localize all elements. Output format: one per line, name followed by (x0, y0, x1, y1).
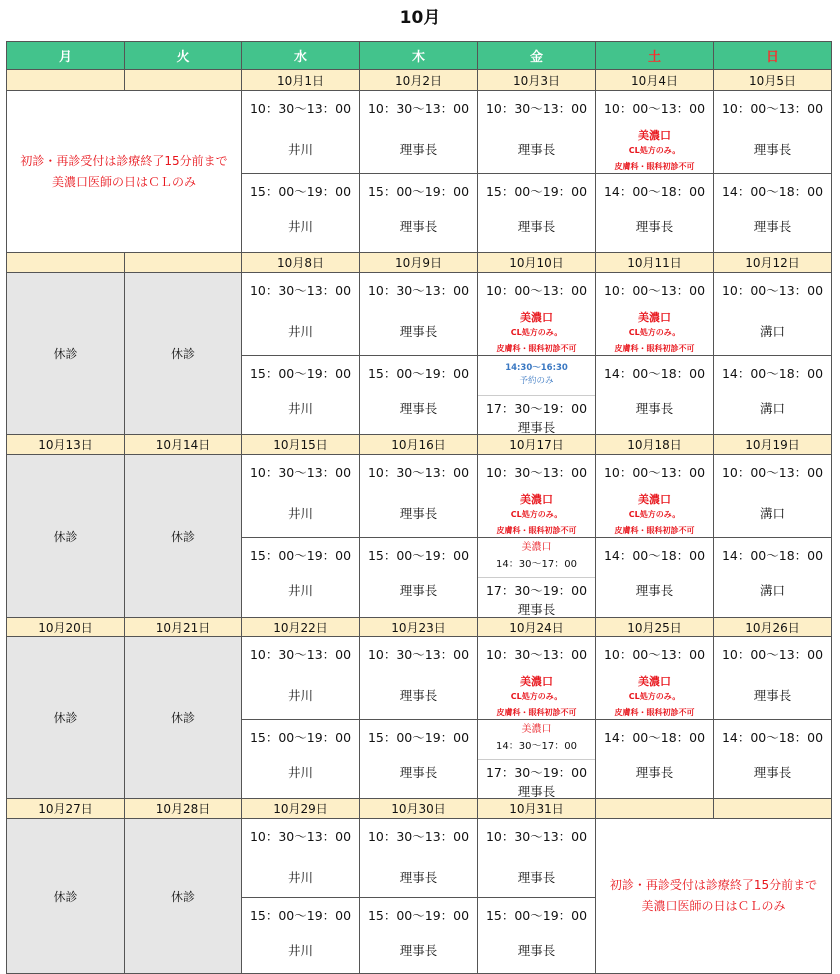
date-cell: 10月22日 (241, 617, 360, 637)
doctor-name: 理事長 (399, 688, 438, 703)
doctor-name: 溝口 (759, 506, 785, 521)
slot-time: 10：00〜13：00 (603, 465, 706, 480)
date-cell: 10月13日 (6, 434, 125, 455)
doctor-name: 理事長 (399, 219, 438, 234)
slot-time: 15：00〜19：00 (249, 548, 352, 563)
slot-time: 14：00〜18：00 (603, 184, 706, 199)
doctor-name: 井川 (287, 142, 313, 157)
slot-time: 15：00〜19：00 (367, 184, 470, 199)
doctor-name: 井川 (287, 583, 313, 598)
slot-time: 14：00〜18：00 (721, 184, 824, 199)
doctor-name: 美濃口 (638, 311, 671, 324)
doctor-name: 理事長 (517, 420, 556, 435)
split-doctor: 美濃口 (521, 542, 552, 553)
doctor-name: 理事長 (399, 324, 438, 339)
slot-time: 15：00〜19：00 (367, 730, 470, 745)
slot-time: 10：30〜13：00 (367, 647, 470, 662)
weekday-header: 水 (241, 41, 360, 70)
slot-time: 10：30〜13：00 (367, 465, 470, 480)
doctor-condition: CL処方のみ。 (628, 146, 681, 155)
date-cell (713, 798, 832, 819)
pm-slot (477, 173, 596, 253)
slot-time: 10：00〜13：00 (603, 101, 706, 116)
doctor-name: 理事長 (517, 784, 556, 799)
date-cell (124, 252, 242, 273)
weekday-header: 日 (713, 41, 832, 70)
am-slot (477, 90, 596, 174)
date-cell: 10月17日 (477, 434, 596, 455)
am-slot (477, 272, 596, 356)
slot-time: 15：00〜19：00 (367, 548, 470, 563)
am-slot (595, 90, 714, 174)
doctor-name: 井川 (287, 324, 313, 339)
am-slot (359, 272, 478, 356)
am-slot (241, 818, 360, 898)
doctor-condition: CL処方のみ。 (510, 692, 563, 701)
doctor-condition: 皮膚科・眼科初診不可 (496, 526, 577, 535)
date-cell: 10月27日 (6, 798, 125, 819)
closed-cell: 休診 (6, 636, 125, 799)
doctor-name: 美濃口 (638, 129, 671, 142)
date-cell: 10月28日 (124, 798, 242, 819)
date-cell: 10月25日 (595, 617, 714, 637)
slot-time: 10：30〜13：00 (485, 647, 588, 662)
doctor-name: 理事長 (517, 219, 556, 234)
date-cell: 10月8日 (241, 252, 360, 273)
slot-time: 10：00〜13：00 (485, 283, 588, 298)
date-cell: 10月9日 (359, 252, 478, 273)
slot-time: 14：00〜18：00 (721, 366, 824, 381)
slot-divider (478, 759, 595, 760)
pm-slot (595, 173, 714, 253)
clinic-note (6, 90, 242, 253)
slot-time: 10：30〜13：00 (367, 829, 470, 844)
doctor-name: 理事長 (753, 688, 792, 703)
am-slot (241, 454, 360, 538)
doctor-condition: CL処方のみ。 (510, 510, 563, 519)
slot-time: 10：00〜13：00 (721, 101, 824, 116)
slot-time: 14：00〜18：00 (603, 366, 706, 381)
doctor-condition: CL処方のみ。 (628, 692, 681, 701)
am-slot (359, 818, 478, 898)
pm-slot (359, 355, 478, 435)
date-cell: 10月24日 (477, 617, 596, 637)
date-cell: 10月30日 (359, 798, 478, 819)
pm-slot (359, 173, 478, 253)
slot-time: 10：00〜13：00 (603, 283, 706, 298)
note-line: 初診・再診受付は診療終了15分前まで (609, 878, 818, 892)
doctor-name: 美濃口 (638, 493, 671, 506)
weekday-header: 金 (477, 41, 596, 70)
date-cell: 10月26日 (713, 617, 832, 637)
split-doctor: 美濃口 (521, 724, 552, 735)
pm-slot (241, 537, 360, 618)
pm-slot (595, 355, 714, 435)
slot-time: 15：00〜19：00 (249, 908, 352, 923)
slot-time: 17：30〜19：00 (485, 401, 588, 416)
pm-slot (241, 719, 360, 799)
page-title: 10月 (399, 8, 441, 28)
pm-slot (595, 719, 714, 799)
slot-time: 10：30〜13：00 (249, 101, 352, 116)
pm-slot (713, 173, 832, 253)
closed-cell: 休診 (6, 272, 125, 435)
doctor-name: 理事長 (399, 401, 438, 416)
reserve-label: 予約のみ (519, 376, 554, 386)
slot-divider (478, 577, 595, 578)
slot-time: 10：30〜13：00 (485, 101, 588, 116)
pm-slot (477, 537, 596, 618)
slot-time: 10：30〜13：00 (249, 283, 352, 298)
slot-time: 17：30〜19：00 (485, 583, 588, 598)
am-slot (713, 636, 832, 720)
note-line: 美濃口医師の日はＣＬのみ (641, 899, 786, 913)
pm-slot (477, 719, 596, 799)
date-cell: 10月21日 (124, 617, 242, 637)
am-slot (595, 636, 714, 720)
am-slot (359, 636, 478, 720)
pm-slot (241, 355, 360, 435)
date-cell (595, 798, 714, 819)
doctor-name: 理事長 (635, 219, 674, 234)
slot-time: 10：30〜13：00 (485, 829, 588, 844)
am-slot (595, 272, 714, 356)
am-slot (241, 636, 360, 720)
am-slot (359, 454, 478, 538)
slot-time: 14：00〜18：00 (603, 548, 706, 563)
slot-time: 10：30〜13：00 (249, 465, 352, 480)
doctor-name: 井川 (287, 401, 313, 416)
am-slot (241, 272, 360, 356)
am-slot (477, 454, 596, 538)
doctor-name: 理事長 (753, 765, 792, 780)
date-cell: 10月20日 (6, 617, 125, 637)
pm-slot (241, 897, 360, 974)
date-cell: 10月10日 (477, 252, 596, 273)
slot-time: 14：00〜18：00 (721, 730, 824, 745)
am-slot (595, 454, 714, 538)
closed-cell: 休診 (124, 818, 242, 974)
am-slot (713, 272, 832, 356)
doctor-name: 溝口 (759, 583, 785, 598)
weekday-header: 木 (359, 41, 478, 70)
slot-time: 10：00〜13：00 (721, 647, 824, 662)
note-line: 美濃口医師の日はＣＬのみ (51, 174, 196, 189)
clinic-note (595, 818, 832, 974)
am-slot (359, 90, 478, 174)
date-cell: 10月16日 (359, 434, 478, 455)
doctor-name: 理事長 (517, 142, 556, 157)
slot-time: 14：00〜18：00 (721, 548, 824, 563)
weekday-header: 火 (124, 41, 242, 70)
slot-time: 10：00〜13：00 (721, 283, 824, 298)
closed-cell: 休診 (124, 272, 242, 435)
pm-slot (359, 537, 478, 618)
am-slot (477, 818, 596, 898)
pm-slot (713, 719, 832, 799)
date-cell: 10月11日 (595, 252, 714, 273)
date-cell: 10月29日 (241, 798, 360, 819)
doctor-name: 美濃口 (520, 493, 553, 506)
slot-time: 15：00〜19：00 (485, 908, 588, 923)
reserve-time: 14:30〜16:30 (505, 363, 568, 373)
date-cell: 10月15日 (241, 434, 360, 455)
date-cell: 10月18日 (595, 434, 714, 455)
pm-slot (359, 719, 478, 799)
doctor-name: 理事長 (635, 401, 674, 416)
doctor-name: 溝口 (759, 401, 785, 416)
doctor-name: 美濃口 (520, 675, 553, 688)
pm-slot (595, 537, 714, 618)
am-slot (713, 90, 832, 174)
doctor-condition: CL処方のみ。 (510, 328, 563, 337)
date-cell: 10月19日 (713, 434, 832, 455)
doctor-name: 理事長 (399, 765, 438, 780)
doctor-name: 理事長 (517, 943, 556, 958)
slot-time: 10：30〜13：00 (367, 283, 470, 298)
doctor-name: 理事長 (517, 602, 556, 617)
date-cell: 10月12日 (713, 252, 832, 273)
doctor-name: 美濃口 (520, 311, 553, 324)
pm-slot (359, 897, 478, 974)
slot-time: 10：30〜13：00 (485, 465, 588, 480)
doctor-name: 井川 (287, 870, 313, 885)
pm-slot (477, 355, 596, 435)
doctor-name: 理事長 (635, 583, 674, 598)
doctor-condition: 皮膚科・眼科初診不可 (496, 708, 577, 717)
closed-cell: 休診 (124, 454, 242, 618)
doctor-name: 理事長 (399, 943, 438, 958)
doctor-name: 理事長 (399, 583, 438, 598)
doctor-name: 井川 (287, 765, 313, 780)
pm-slot (477, 897, 596, 974)
split-time: 14：30〜17：00 (496, 559, 577, 570)
closed-cell: 休診 (6, 454, 125, 618)
doctor-condition: 皮膚科・眼科初診不可 (496, 344, 577, 353)
closed-cell: 休診 (124, 636, 242, 799)
pm-slot (713, 355, 832, 435)
doctor-name: 井川 (287, 506, 313, 521)
date-cell: 10月5日 (713, 69, 832, 91)
closed-cell: 休診 (6, 818, 125, 974)
doctor-condition: 皮膚科・眼科初診不可 (614, 526, 695, 535)
note-line: 初診・再診受付は診療終了15分前まで (20, 153, 228, 168)
slot-time: 17：30〜19：00 (485, 765, 588, 780)
date-cell: 10月3日 (477, 69, 596, 91)
doctor-name: 理事長 (753, 142, 792, 157)
split-time: 14：30〜17：00 (496, 741, 577, 752)
slot-time: 15：00〜19：00 (249, 730, 352, 745)
slot-time: 15：00〜19：00 (367, 366, 470, 381)
am-slot (241, 90, 360, 174)
doctor-condition: CL処方のみ。 (628, 328, 681, 337)
doctor-name: 理事長 (399, 506, 438, 521)
weekday-header: 月 (6, 41, 125, 70)
doctor-name: 理事長 (635, 765, 674, 780)
date-cell (6, 252, 125, 273)
doctor-name: 理事長 (753, 219, 792, 234)
doctor-condition: 皮膚科・眼科初診不可 (614, 162, 695, 171)
slot-time: 15：00〜19：00 (249, 366, 352, 381)
slot-time: 15：00〜19：00 (249, 184, 352, 199)
pm-slot (241, 173, 360, 253)
doctor-condition: CL処方のみ。 (628, 510, 681, 519)
doctor-name: 美濃口 (638, 675, 671, 688)
doctor-name: 井川 (287, 219, 313, 234)
doctor-condition: 皮膚科・眼科初診不可 (614, 708, 695, 717)
date-cell: 10月23日 (359, 617, 478, 637)
slot-time: 10：00〜13：00 (721, 465, 824, 480)
slot-divider (478, 395, 595, 396)
doctor-name: 井川 (287, 688, 313, 703)
slot-time: 10：30〜13：00 (249, 829, 352, 844)
doctor-name: 井川 (287, 943, 313, 958)
am-slot (477, 636, 596, 720)
date-cell: 10月2日 (359, 69, 478, 91)
doctor-name: 溝口 (759, 324, 785, 339)
doctor-name: 理事長 (517, 870, 556, 885)
doctor-name: 理事長 (399, 142, 438, 157)
slot-time: 14：00〜18：00 (603, 730, 706, 745)
date-cell (124, 69, 242, 91)
slot-time: 15：00〜19：00 (367, 908, 470, 923)
slot-time: 10：30〜13：00 (367, 101, 470, 116)
date-cell: 10月4日 (595, 69, 714, 91)
doctor-name: 理事長 (399, 870, 438, 885)
slot-time: 15：00〜19：00 (485, 184, 588, 199)
pm-slot (713, 537, 832, 618)
am-slot (713, 454, 832, 538)
slot-time: 10：00〜13：00 (603, 647, 706, 662)
date-cell: 10月31日 (477, 798, 596, 819)
slot-time: 10：30〜13：00 (249, 647, 352, 662)
date-cell (6, 69, 125, 91)
doctor-condition: 皮膚科・眼科初診不可 (614, 344, 695, 353)
date-cell: 10月1日 (241, 69, 360, 91)
date-cell: 10月14日 (124, 434, 242, 455)
weekday-header: 土 (595, 41, 714, 70)
